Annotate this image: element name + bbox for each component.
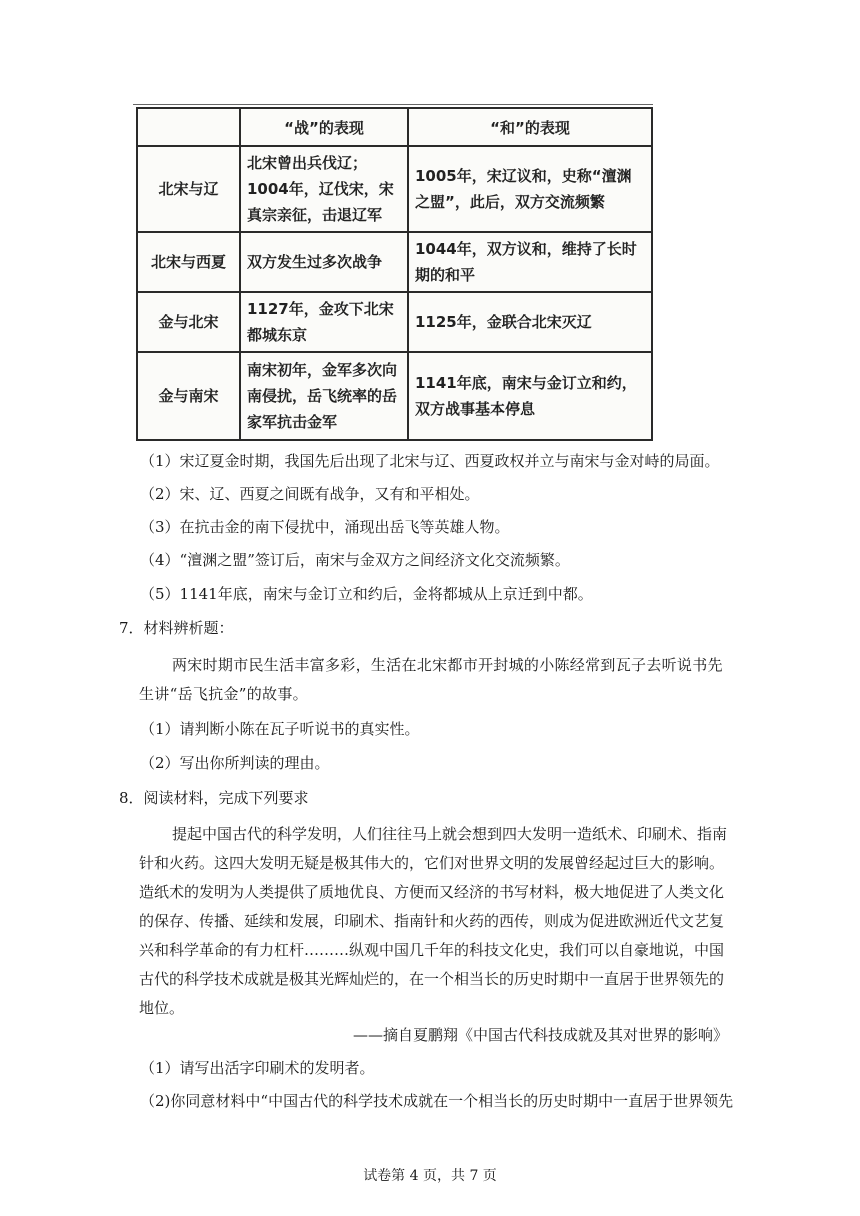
table-row-label: 金与北宋 xyxy=(137,292,240,352)
table-header-war: “战”的表现 xyxy=(240,108,408,146)
statement-2: （2）宋、辽、西夏之间既有战争，又有和平相处。 xyxy=(140,485,480,503)
page-footer: 试卷第 4 页，共 7 页 xyxy=(363,1168,497,1184)
statement-4: （4）“澶渊之盟”签订后，南宋与金双方之间经济文化交流频繁。 xyxy=(140,551,570,569)
table-top-rule xyxy=(133,104,653,105)
table-cell-peace: 1044年，双方议和，维持了长时期的和平 xyxy=(408,232,652,292)
war-peace-table xyxy=(136,107,653,441)
table-header-row xyxy=(137,108,652,146)
q8-sub2: （2)你同意材料中“中国古代的科学技术成就在一个相当长的历史时期中一直居于世界领先 xyxy=(140,1092,734,1110)
table-row xyxy=(137,232,652,292)
statement-1: （1）宋辽夏金时期，我国先后出现了北宋与辽、西夏政权并立与南宋与金对峙的局面。 xyxy=(140,452,720,470)
table-row xyxy=(137,292,652,352)
table-cell-war: 双方发生过多次战争 xyxy=(240,232,408,292)
q7-material: 两宋时期市民生活丰富多彩，生活在北宋都市开封城的小陈经常到瓦子去听说书先生讲“岳飞抗金”的故事。 xyxy=(139,656,723,703)
q7-title: 7．材料辨析题： xyxy=(119,619,234,637)
table-row-label: 北宋与西夏 xyxy=(137,232,240,292)
table-cell-peace: 1141年底，南宋与金订立和约，双方战事基本停息 xyxy=(408,352,652,440)
table-row-label: 金与南宋 xyxy=(137,352,240,440)
table-cell-peace: 1005年，宋辽议和，史称“澶渊之盟”，此后，双方交流频繁 xyxy=(408,146,652,232)
table-row xyxy=(137,352,652,440)
q8-sub1: （1）请写出活字印刷术的发明者。 xyxy=(140,1059,375,1077)
statement-5: （5）1141年底，南宋与金订立和约后，金将都城从上京迁到中都。 xyxy=(140,585,593,603)
table-cell-war: 北宋曾出兵伐辽；1004年，辽伐宋，宋真宗亲征，击退辽军 xyxy=(240,146,408,232)
q8-title: 8．阅读材料，完成下列要求 xyxy=(119,789,309,807)
table-cell-war: 南宋初年，金军多次向南侵扰，岳飞统率的岳家军抗击金军 xyxy=(240,352,408,440)
table-row xyxy=(137,146,652,232)
table-header-peace: “和”的表现 xyxy=(408,108,652,146)
q7-sub1: （1）请判断小陈在瓦子听说书的真实性。 xyxy=(140,720,420,738)
q7-sub2: （2）写出你所判读的理由。 xyxy=(140,754,330,772)
statement-3: （3）在抗击金的南下侵扰中，涌现出岳飞等英雄人物。 xyxy=(140,518,510,536)
table-row-label: 北宋与辽 xyxy=(137,146,240,232)
q8-source: ——摘自夏鹏翔《中国古代科技成就及其对世界的影响》 xyxy=(352,1026,728,1044)
table-cell-war: 1127年，金攻下北宋都城东京 xyxy=(240,292,408,352)
table-cell-peace: 1125年，金联合北宋灭辽 xyxy=(408,292,652,352)
table-header-empty xyxy=(137,108,240,146)
q8-material: 提起中国古代的科学发明，人们往往马上就会想到四大发明一造纸术、印刷术、指南针和火药。这四大发明无疑是极其伟大的，它们对世界文明的发展曾经起过巨大的影响。造纸术的发明为人类提供了质地优良、方便而又经济的书写材料，极大地促进了人类文化的保存、传播、延续和发展，印刷术、指南针和火药的西传，则成为促进欧洲近代文艺复兴和科学革命的有力杠杆………纵观中国几千年的科技文化史，我们可以自豪地说，中国古代的科学技术成就是极其光辉灿烂的，在一个相当长的历史时期中一直居于世界领先的地位。 xyxy=(139,825,728,1017)
